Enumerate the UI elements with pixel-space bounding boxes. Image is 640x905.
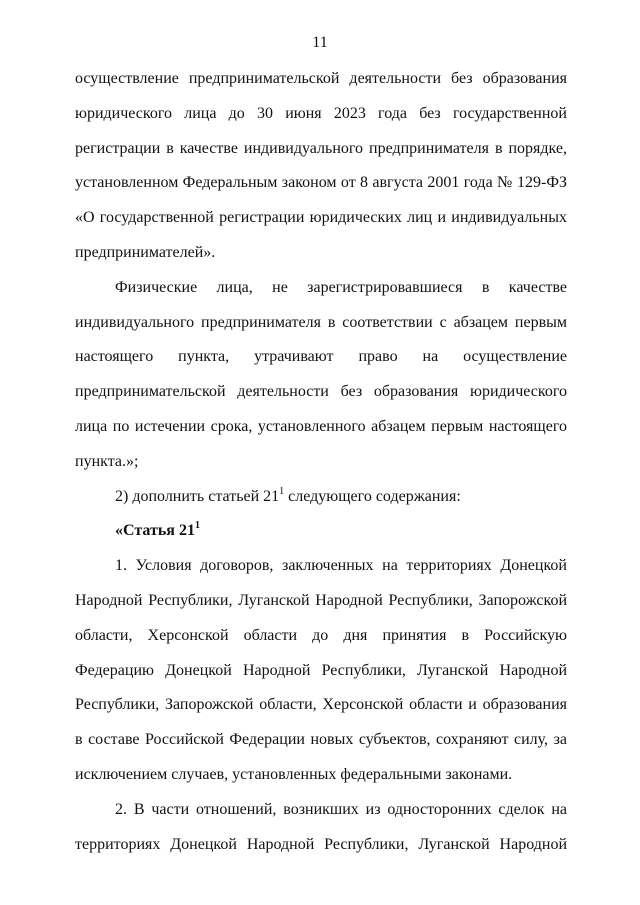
article-heading-superscript: 1 — [194, 520, 200, 532]
paragraph-continuation: осуществление предпринимательской деятельности без образования юридического лица до 30 июня 2023 года без государственной регистрации в качестве индивидуального предпринимателя в порядке, установленном Федеральным законом от 8 августа 2001 года № 129-ФЗ «О государственной регистрации юридических лиц и индивидуальных предпринимателей». — [75, 70, 567, 261]
article-heading-text: «Статья 21 — [115, 522, 195, 540]
page-number: 11 — [312, 34, 328, 51]
paragraph-contract-conditions: 1. Условия договоров, заключенных на территориях Донецкой Народной Республики, Луганской Народной Республики, Запорожской области, Херсонской области до дня принятия в Российскую Федерацию Донецкой Народной Республики, Луганской Народной Республики, Запорожской области, Херсонской области и образования в составе Российской Федерации новых субъектов, сохраняют силу, за исключением случаев, установленных федеральными законами. — [75, 557, 567, 783]
paragraph-unilateral-transactions: 2. В части отношений, возникших из односторонних сделок на территориях Донецкой Народной Республики, Луганской Народной — [75, 800, 567, 853]
article-heading — [75, 514, 567, 549]
amendment-text: 2) дополнить статьей 21 — [115, 487, 280, 505]
amendment-superscript: 1 — [279, 485, 285, 497]
document-body — [75, 62, 567, 862]
amendment-tail: следующего содержания: — [284, 487, 461, 505]
paragraph-individuals: Физические лица, не зарегистрировавшиеся в качестве индивидуального предпринимателя в соответствии с абзацем первым настоящего пункта, утрачивают право на осуществление предпринимательской деятельности без образования юридического лица по истечении срока, установленного абзацем первым настоящего пункта.»; — [75, 278, 567, 470]
paragraph-amendment-item-2 — [75, 480, 567, 515]
